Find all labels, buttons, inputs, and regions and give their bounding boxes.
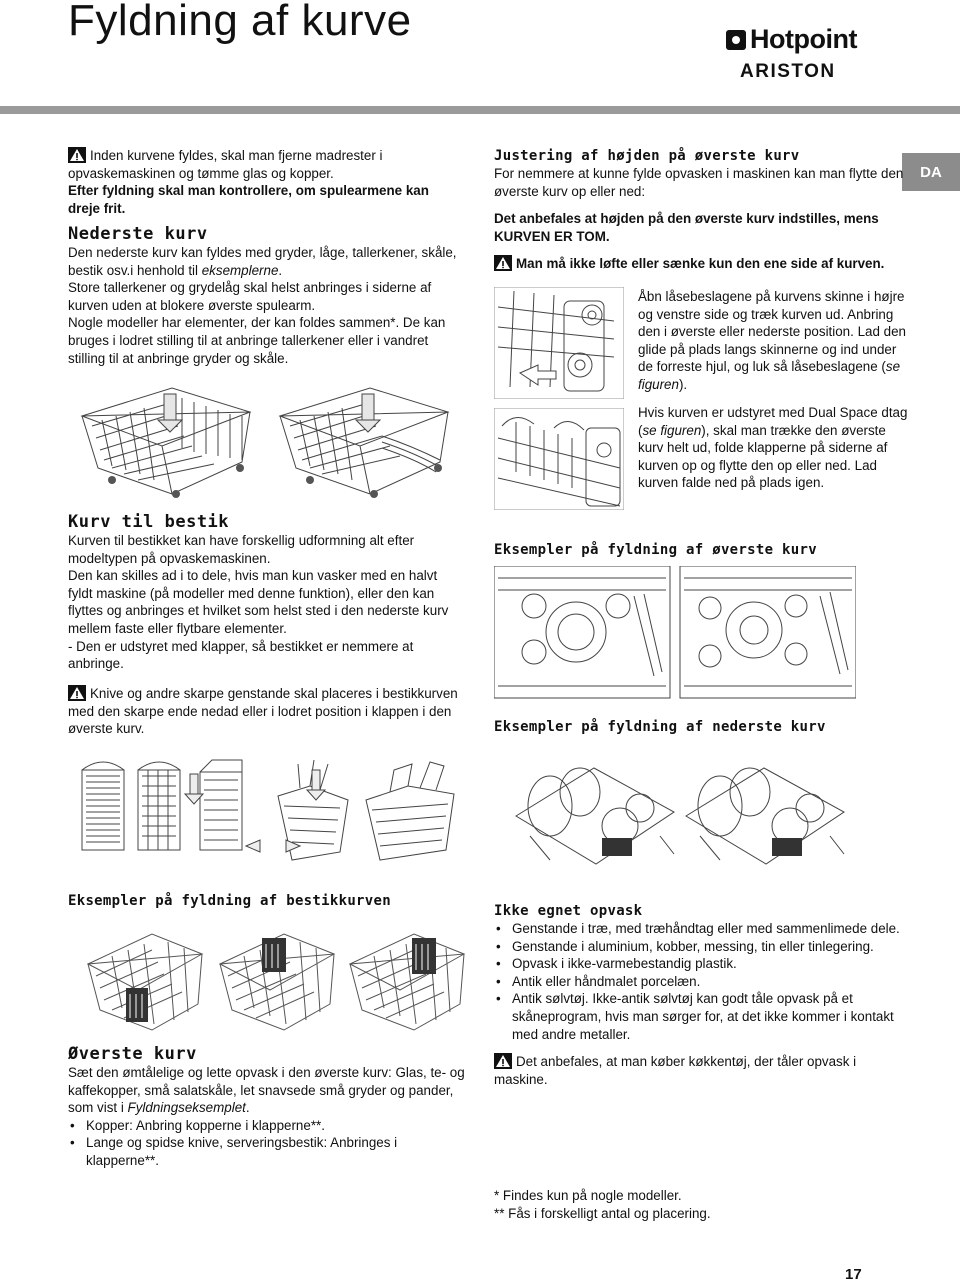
upper-examples-figure <box>494 566 856 700</box>
upper-basket-heading: Øverste kurv <box>68 1044 197 1064</box>
height-warning-text: Man må ikke løfte eller sænke kun den ene side af kurven. <box>516 256 885 272</box>
rail-instructions <box>638 288 908 394</box>
lower-p3: Nogle modeller har elementer, der kan foldes sammen*. De kan bruges i lodret stilling til at anbringe tallerkener eller i vandret stilling til at anbringe gryder og skåle. <box>68 315 446 366</box>
dual-space-text: Hvis kurven er udstyret med <box>638 405 809 420</box>
cutlery-basket-heading: Kurv til bestik <box>68 512 230 532</box>
brand-logo <box>726 24 876 88</box>
upper-p1-emphasis: Fyldningseksemplet <box>127 1100 246 1116</box>
unsuitable-heading: Ikke egnet opvask <box>494 903 643 919</box>
cutlery-p1: Kurven til bestikket kan have forskellig udformning alt efter modeltypen på opvaskemaskinen. <box>68 533 415 566</box>
brand-subname: ARISTON <box>740 61 836 82</box>
dual-space-text-end: ), skal man trække den øverste kurv helt ud, folde klapperne på siderne af kurven op og flytte den op eller ned. Lad kurven falde ned på plads igen. <box>638 422 888 491</box>
rail-latch-figure <box>494 287 624 399</box>
list-item: • Kopper: Anbring kopperne i klapperne**. <box>68 1117 468 1135</box>
rail-instructions-end: ). <box>678 376 688 392</box>
lower-basket-figure <box>72 376 462 501</box>
dual-space-see-figure: se figuren <box>642 422 702 438</box>
upper-p1: Sæt den ømtålelige og lette opvask i den øverste kurv: Glas, te- og kaffekopper, små salatskåle, let snavsede små gryder og pander, som vist i <box>68 1065 465 1116</box>
cutlery-basket-section <box>68 512 458 673</box>
rail-see-figure: se figuren <box>638 359 901 392</box>
warning-icon <box>494 255 512 271</box>
brand-mark-icon <box>726 30 746 50</box>
cutlery-basket-b <box>138 762 180 850</box>
warning-icon <box>68 685 86 701</box>
list-item: • Genstande i aluminium, kobber, messing, tin eller tinlegering. <box>494 938 904 956</box>
lower-basket-drawing-right <box>280 388 448 494</box>
lower-basket-section <box>68 224 458 367</box>
list-item: • Antik eller håndmalet porcelæn. <box>494 973 904 991</box>
lower-basket-heading: Nederste kurv <box>68 224 208 244</box>
lower-examples-title <box>494 718 894 736</box>
page-header <box>0 0 960 105</box>
rail-instructions-text: Åbn låsebeslagene på kurvens skinne i højre og venstre side og træk kurven ud. Anbring den i øverste eller nederste position. Lad den glide på plads langs skinnerne og ind under de forreste hjul, og luk så låsebeslagene ( <box>638 289 906 375</box>
page-number: 17 <box>845 1266 862 1283</box>
footnote: ** Fås i forskelligt antal og placering. <box>494 1205 711 1221</box>
list-item: • Lange og spidse knive, serveringsbestik: Anbringes i klapperne**. <box>68 1134 468 1169</box>
height-bold-text: Det anbefales at højden på den øverste kurv indstilles, mens KURVEN ER TOM. <box>494 211 879 244</box>
footnote: * Findes kun på nogle modeller. <box>494 1188 682 1203</box>
cutlery-examples-figure <box>82 924 466 1036</box>
warning-icon <box>494 1053 512 1069</box>
cutlery-p3: - Den er udstyret med klapper, så bestikket er nemmere at anbringe. <box>68 638 414 672</box>
unsuitable-warning-text: Det anbefales, at man køber køkkentøj, der tåler opvask i maskine. <box>494 1054 857 1087</box>
cutlery-basket-a <box>82 762 124 850</box>
intro-warning-text: Inden kurvene fyldes, skal man fjerne madrester i opvaskemaskinen og tømme glas og kopper. <box>68 148 383 181</box>
intro-bold-text: Efter fyldning skal man kontrollere, om spulearmene kan dreje frit. <box>68 183 429 216</box>
dual-space-instructions <box>638 404 908 492</box>
lower-p1-emphasis: eksemplerne <box>201 262 279 278</box>
height-adjust-section <box>494 147 904 273</box>
cutlery-examples-heading: Eksempler på fyldning af bestikkurven <box>68 893 391 909</box>
list-item: • Opvask i ikke-varmebestandig plastik. <box>494 955 904 973</box>
lower-p2: Store tallerkener og grydelåg skal helst anbringes i siderne af kurven uden at blokere øverste spulearm. <box>68 280 432 313</box>
dual-space-figure <box>494 408 624 510</box>
height-adjust-heading: Justering af højden på øverste kurv <box>494 148 800 164</box>
upper-bullets <box>68 1117 468 1170</box>
lower-p1-end: . <box>278 262 283 278</box>
knife-warning-text: Knive og andre skarpe genstande skal placeres i bestikkurven med den skarpe ende nedad eller i lodret position i klappen i den øverste kurv. <box>68 686 458 737</box>
brand-name: Hotpoint <box>750 24 857 54</box>
unsuitable-bullets <box>494 920 904 1043</box>
page-title: Fyldning af kurve <box>68 0 412 45</box>
dual-space-name: Dual Space <box>808 405 878 420</box>
upper-examples-heading: Eksempler på fyldning af øverste kurv <box>494 542 817 558</box>
cutlery-p2: Den kan skilles ad i to dele, hvis man kun vasker med en halvt fyldt maskine (på modeller med denne funktion), eller den kan flyttes og anbringes et hvilket som helst sted i den nederste kurv mellem faste eller flytbare elementer. <box>68 568 449 636</box>
lower-examples-heading: Eksempler på fyldning af nederste kurv <box>494 719 826 735</box>
footnotes <box>494 1187 904 1222</box>
list-item: • Antik sølvtøj. Ikke-antik sølvtøj kan godt tåle opvask på et skåneprogram, hvis man sørger for, at det ikke kommer i kontakt med andre metaller. <box>494 990 904 1043</box>
upper-p1-end: . <box>245 1100 250 1116</box>
knife-warning <box>68 685 458 738</box>
cutlery-basket-e <box>366 762 454 860</box>
header-rule <box>0 106 960 114</box>
cutlery-examples-title <box>68 892 468 910</box>
dual-space-text-mid: dtag ( <box>638 405 908 438</box>
cutlery-basket-c <box>200 760 242 850</box>
warning-icon <box>68 147 86 163</box>
upper-examples-title <box>494 541 894 559</box>
height-p1: For nemmere at kunne fylde opvasken i maskinen kan man flytte den øverste kurv op eller ned: <box>494 166 904 199</box>
intro-section <box>68 147 458 217</box>
unsuitable-section <box>494 902 904 1088</box>
lower-p1: Den nederste kurv kan fyldes med gryder, låge, tallerkener, skåle, bestik osv.i henhold til <box>68 245 457 278</box>
lower-examples-figure <box>510 756 850 868</box>
upper-basket-section <box>68 1044 468 1170</box>
list-item: • Genstande i træ, med træhåndtag eller med sammenlimede dele. <box>494 920 904 938</box>
language-tab: DA <box>902 153 960 191</box>
lower-basket-drawing-left <box>82 388 250 494</box>
cutlery-basket-figure <box>70 756 462 864</box>
